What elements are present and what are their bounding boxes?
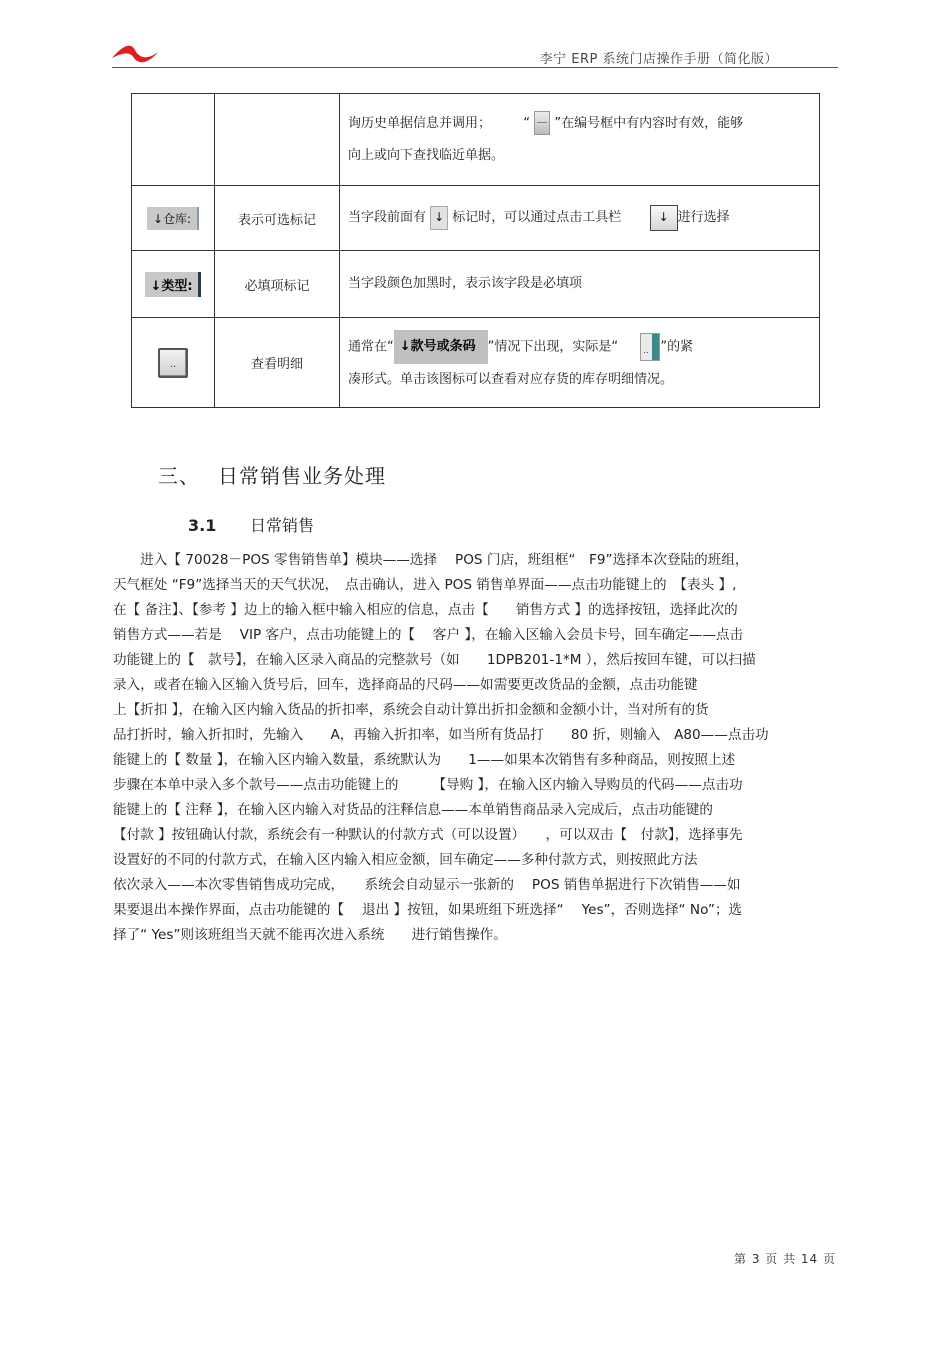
row1-name: 表示可选标记: [215, 186, 340, 251]
row1-desc: 当字段前面有 ↓ 标记时，可以通过点击工具栏 ↓ 进行选择: [340, 186, 820, 251]
row2-desc: 当字段颜色加黑时，表示该字段是必填项: [340, 251, 820, 318]
type-field-icon: ↓类型:: [145, 272, 200, 297]
table-row: [132, 186, 820, 251]
toolbar-select-icon: ↓: [650, 205, 678, 231]
compact-detail-icon: ..: [640, 333, 660, 361]
header-title: 李宁 ERP 系统门店操作手册（简化版）: [539, 52, 778, 67]
body-paragraph: 进入【 70028－POS 零售销售单】模块——选择 POS 门店，班组框“ F9”选择本次登陆的班组， 天气框处 “F9”选择当天的天气状况， 点击确认，进入 POS 销售单界面——点击功能键上的 【表头 】, 在【 备注】、【参考 】边上的输入框中输入相应的信息，点击【 销售方式 】的选择按钮，选择此次的 销售方式——若是 VIP 客户，点击功能键上的【 客户 】，在输入区输入会员卡号，回车确定——点击 功能键上的【 款号】，在输入区录入商品的完整款号（如 1DPB201-1*M ），然后按回车键，可以扫描 录入，或者在输入区输入货号后，回车，选择商品的尺码——如需要更改货品的金额，点击功能键 上【折扣 】，在输入区内输入货品的折扣率，系统会自动计算出折扣金额和金额小计，当对所有的货 品打折时，输入折扣时，先输入 A，再输入折扣率，如当所有货品打 80 折，则输入 A80——点击功 能键上的【 数量 】，在输入区内输入数量，系统默认为 1——如果本次销售有多种商品，则按照上述 步骤在本单中录入多个款号——点击功能键上的 【导购 】，在输入区内输入导购员的代码——点击功 能键上的【 注释 】，在输入区内输入对货品的注释信息——本单销售商品录入完成后，点击功能键的 【付款 】按钮确认付款，系统会有一种默认的付款方式（可以设置） ，可以双击【 付款】，选择事先 设置好的不同的付款方式，在输入区内输入相应金额，回车确定——多种付款方式，则按照此方法 依次录入——本次零售销售成功完成， 系统会自动显示一张新的 POS 销售单据进行下次销售——如 果要退出本操作界面，点击功能键的【 退出 】按钮，如果班组下班选择“ Yes”，否则选择“ No”；选 择了“ Yes”则该班组当天就不能再次进入系统 进行销售操作。: [113, 552, 769, 943]
up-down-icon: [534, 111, 550, 135]
row0-desc: 询历史单据信息并调用； “ ”在编号框中有内容时有效，能够 向上或向下查找临近单据。: [340, 94, 820, 186]
header-rule: [112, 67, 838, 68]
warehouse-field-icon: ↓仓库:: [147, 207, 199, 230]
table-row: [132, 318, 820, 408]
table-row: [132, 251, 820, 318]
section-heading: 三、 日常销售业务处理: [158, 464, 386, 488]
icon-guide-table: [131, 93, 820, 408]
row3-desc: 通常在“ ↓款号或条码 ”情况下出现，实际是“ .. ”的紧 凑形式。单击该图标可以查看对应存货的库存明细情况。: [340, 318, 820, 408]
style-barcode-field-icon: ↓款号或条码: [394, 330, 488, 364]
li-ning-logo-icon: [110, 40, 160, 66]
table-row: [132, 94, 820, 186]
down-arrow-icon: ↓: [430, 206, 448, 230]
row3-name: 查看明细: [215, 318, 340, 408]
detail-button-icon: ..: [158, 348, 188, 378]
page-number: 第 3 页 共 14 页: [734, 1252, 836, 1266]
subsection-heading: 3.1 日常销售: [188, 516, 315, 535]
row2-name: 必填项标记: [215, 251, 340, 318]
